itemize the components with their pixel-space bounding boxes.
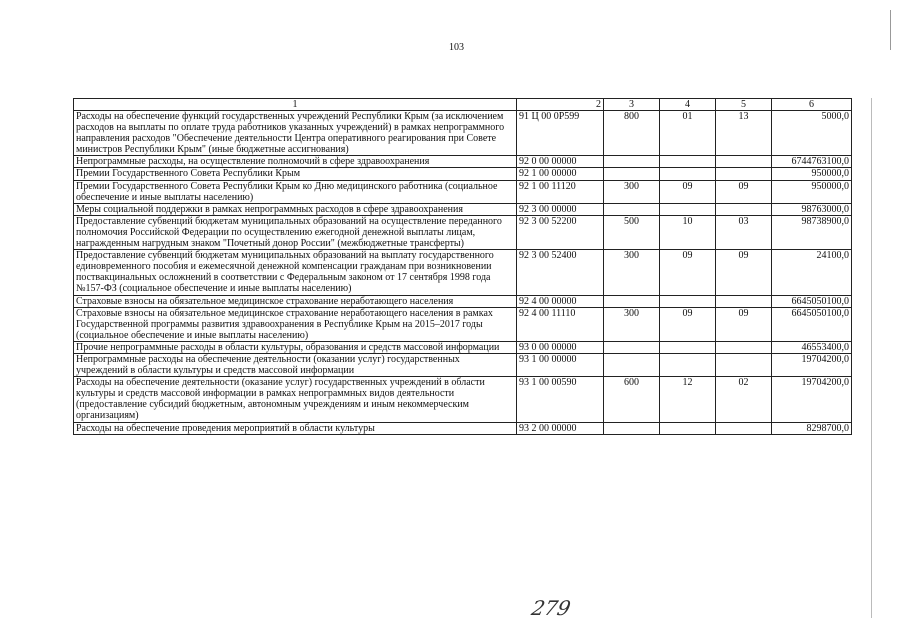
row-section bbox=[660, 203, 716, 215]
row-subsection: 13 bbox=[716, 111, 772, 156]
row-expense-type: 800 bbox=[604, 111, 660, 156]
table-row bbox=[74, 180, 852, 203]
row-section: 09 bbox=[660, 180, 716, 203]
row-description: Предоставление субвенций бюджетам муниципальных образований на выплату государственного единовременного пособия и ежемесячной денежной компенсации гражданам при возникновении поствакцинальных осложнений в соответствии с Федеральным законом от 17 сентября 1998 года №157-ФЗ (социальное обеспечение и иные выплаты населению) bbox=[74, 250, 517, 295]
row-description: Премии Государственного Совета Республики Крым bbox=[74, 168, 517, 180]
row-description: Страховые взносы на обязательное медицинское страхование неработающего населения в рамках Государственной программы развития здравоохранения в Республике Крым на 2015–2017 годы (социальное обеспечение и иные выплаты населению) bbox=[74, 307, 517, 341]
row-section: 01 bbox=[660, 111, 716, 156]
row-expense-type: 600 bbox=[604, 377, 660, 422]
row-section bbox=[660, 422, 716, 434]
table-row bbox=[74, 307, 852, 341]
row-subsection bbox=[716, 341, 772, 353]
row-expense-type: 300 bbox=[604, 180, 660, 203]
row-amount: 46553400,0 bbox=[772, 341, 852, 353]
row-code: 93 0 00 00000 bbox=[517, 341, 604, 353]
row-code: 92 4 00 00000 bbox=[517, 295, 604, 307]
row-subsection: 09 bbox=[716, 180, 772, 203]
row-subsection bbox=[716, 295, 772, 307]
table-row bbox=[74, 341, 852, 353]
header-cell: 4 bbox=[660, 99, 716, 111]
row-code: 93 1 00 00000 bbox=[517, 353, 604, 376]
row-code: 92 1 00 00000 bbox=[517, 168, 604, 180]
table-row bbox=[74, 111, 852, 156]
row-section bbox=[660, 353, 716, 376]
row-description: Страховые взносы на обязательное медицинское страхование неработающего населения bbox=[74, 295, 517, 307]
row-subsection bbox=[716, 203, 772, 215]
budget-table bbox=[73, 98, 852, 435]
row-description: Расходы на обеспечение функций государственных учреждений Республики Крым (за исключением расходов на выплаты по оплате труда работников указанных учреждений) в рамках непрограммного направления расходов "Обеспечение деятельности Центра оперативного реагирования при Совете министров Республики Крым" (иные бюджетные ассигнования) bbox=[74, 111, 517, 156]
row-description: Расходы на обеспечение деятельности (оказание услуг) государственных учреждений в области культуры и средств массовой информации в рамках непрограммных видов деятельности (предоставление субсидий бюджетным, автономным учреждениям и иным некоммерческим организациям) bbox=[74, 377, 517, 422]
row-expense-type bbox=[604, 353, 660, 376]
row-code: 93 1 00 00590 bbox=[517, 377, 604, 422]
row-subsection: 09 bbox=[716, 307, 772, 341]
row-section: 09 bbox=[660, 250, 716, 295]
scan-mark bbox=[890, 10, 891, 50]
row-section: 10 bbox=[660, 215, 716, 249]
header-row bbox=[74, 99, 852, 111]
header-cell: 1 bbox=[74, 99, 517, 111]
table-row bbox=[74, 156, 852, 168]
row-amount: 98763000,0 bbox=[772, 203, 852, 215]
row-expense-type: 300 bbox=[604, 307, 660, 341]
header-cell: 2 bbox=[517, 99, 604, 111]
row-description: Непрограммные расходы, на осуществление полномочий в сфере здравоохранения bbox=[74, 156, 517, 168]
row-description: Непрограммные расходы на обеспечение деятельности (оказании услуг) государственных учреждений в области культуры и средств массовой информации bbox=[74, 353, 517, 376]
row-subsection bbox=[716, 156, 772, 168]
row-subsection: 03 bbox=[716, 215, 772, 249]
row-code: 92 3 00 00000 bbox=[517, 203, 604, 215]
row-code: 92 1 00 11120 bbox=[517, 180, 604, 203]
table-row bbox=[74, 377, 852, 422]
row-expense-type bbox=[604, 203, 660, 215]
row-amount: 5000,0 bbox=[772, 111, 852, 156]
row-amount: 6744763100,0 bbox=[772, 156, 852, 168]
row-code: 92 4 00 11110 bbox=[517, 307, 604, 341]
row-subsection: 02 bbox=[716, 377, 772, 422]
table-row bbox=[74, 168, 852, 180]
row-expense-type bbox=[604, 156, 660, 168]
row-section bbox=[660, 168, 716, 180]
row-code: 92 0 00 00000 bbox=[517, 156, 604, 168]
table-row bbox=[74, 203, 852, 215]
row-amount: 19704200,0 bbox=[772, 377, 852, 422]
row-section: 12 bbox=[660, 377, 716, 422]
row-expense-type: 300 bbox=[604, 250, 660, 295]
row-amount: 24100,0 bbox=[772, 250, 852, 295]
row-subsection bbox=[716, 168, 772, 180]
table-row bbox=[74, 295, 852, 307]
row-code: 93 2 00 00000 bbox=[517, 422, 604, 434]
row-amount: 6645050100,0 bbox=[772, 295, 852, 307]
row-subsection: 09 bbox=[716, 250, 772, 295]
row-section: 09 bbox=[660, 307, 716, 341]
table-row bbox=[74, 215, 852, 249]
header-cell: 3 bbox=[604, 99, 660, 111]
table-row bbox=[74, 422, 852, 434]
row-expense-type bbox=[604, 168, 660, 180]
row-amount: 950000,0 bbox=[772, 168, 852, 180]
row-section bbox=[660, 156, 716, 168]
row-description: Прочие непрограммные расходы в области культуры, образования и средств массовой информации bbox=[74, 341, 517, 353]
header-cell: 5 bbox=[716, 99, 772, 111]
row-section bbox=[660, 295, 716, 307]
row-description: Расходы на обеспечение проведения мероприятий в области культуры bbox=[74, 422, 517, 434]
row-subsection bbox=[716, 353, 772, 376]
scan-mark bbox=[871, 98, 872, 618]
row-amount: 8298700,0 bbox=[772, 422, 852, 434]
row-amount: 98738900,0 bbox=[772, 215, 852, 249]
row-code: 92 3 00 52200 bbox=[517, 215, 604, 249]
row-amount: 19704200,0 bbox=[772, 353, 852, 376]
row-code: 91 Ц 00 0Р599 bbox=[517, 111, 604, 156]
row-amount: 6645050100,0 bbox=[772, 307, 852, 341]
table-row bbox=[74, 250, 852, 295]
row-expense-type bbox=[604, 422, 660, 434]
row-description: Премии Государственного Совета Республики Крым ко Дню медицинского работника (социальное обеспечение и иные выплаты населению) bbox=[74, 180, 517, 203]
row-amount: 950000,0 bbox=[772, 180, 852, 203]
row-description: Предоставление субвенций бюджетам муниципальных образований на осуществление переданного полномочия Российской Федерации по осуществлению ежегодной денежной выплаты лицам, награжденным нагрудным знаком "Почетный донор России" (межбюджетные трансферты) bbox=[74, 215, 517, 249]
row-expense-type bbox=[604, 295, 660, 307]
row-expense-type bbox=[604, 341, 660, 353]
row-code: 92 3 00 52400 bbox=[517, 250, 604, 295]
row-description: Меры социальной поддержки в рамках непрограммных расходов в сфере здравоохранения bbox=[74, 203, 517, 215]
page-number: 103 bbox=[449, 42, 464, 53]
row-section bbox=[660, 341, 716, 353]
row-expense-type: 500 bbox=[604, 215, 660, 249]
row-subsection bbox=[716, 422, 772, 434]
header-cell: 6 bbox=[772, 99, 852, 111]
table-row bbox=[74, 353, 852, 376]
handwritten-signature: 279 bbox=[529, 596, 573, 620]
